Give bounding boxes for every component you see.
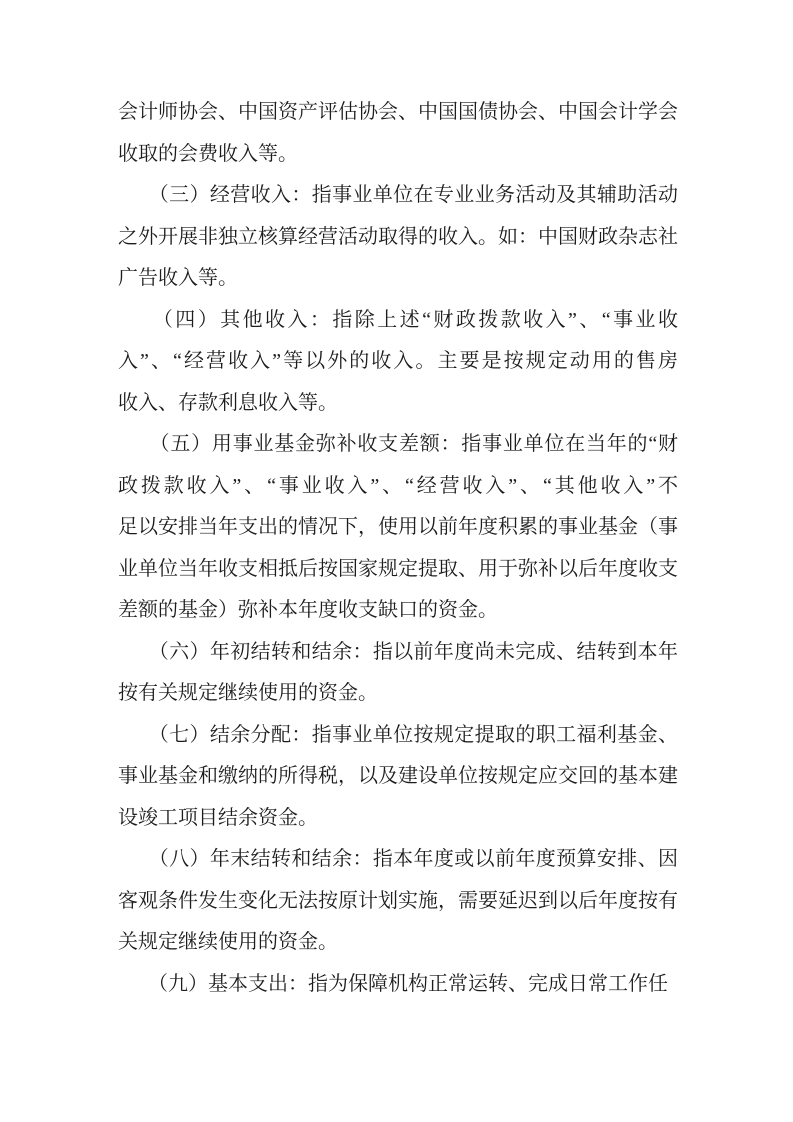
text-line: 设竣工项目结余资金。: [118, 806, 318, 829]
text-line: 客观条件发生变化无法按原计划实施，需要延迟到以后年度按有: [118, 889, 678, 912]
text-line: 收取的会费收入等。: [118, 142, 298, 165]
text-line: （六）年初结转和结余：指以前年度尚未完成、结转到本年: [118, 640, 678, 663]
text-line: 按有关规定继续使用的资金。: [118, 682, 378, 704]
document-body: [118, 92, 678, 1005]
text-line: （七）结余分配：指事业单位按规定提取的职工福利基金、: [118, 723, 678, 746]
text-line: 差额的基金）弥补本年度收支缺口的资金。: [118, 599, 498, 621]
text-line: 之外开展非独立核算经营活动取得的收入。如：中国财政杂志社: [118, 225, 678, 248]
text-line: 入”、“经营收入”等以外的收入。主要是按规定动用的售房: [118, 350, 678, 372]
text-line: （三）经营收入：指事业单位在专业业务活动及其辅助活动: [118, 184, 678, 206]
text-line: （九）基本支出：指为保障机构正常运转、完成日常工作任: [118, 972, 668, 995]
text-line: 会计师协会、中国资产评估协会、中国国债协会、中国会计学会: [118, 101, 678, 123]
text-line: 关规定继续使用的资金。: [118, 931, 338, 953]
text-line: 事业基金和缴纳的所得税，以及建设单位按规定应交回的基本建: [118, 765, 678, 787]
text-line: （八）年末结转和结余：指本年度或以前年度预算安排、因: [118, 848, 678, 870]
text-line: 政拨款收入”、“事业收入”、“经营收入”、“其他收入”不: [118, 474, 678, 497]
text-line: 广告收入等。: [118, 267, 238, 289]
text-line: 收入、存款利息收入等。: [118, 391, 338, 414]
text-line: 足以安排当年支出的情况下，使用以前年度积累的事业基金（事: [118, 516, 678, 538]
text-line: （四）其他收入：指除上述“财政拨款收入”、“事业收: [118, 308, 678, 331]
text-line: 业单位当年收支相抵后按国家规定提取、用于弥补以后年度收支: [118, 557, 678, 580]
text-line: （五）用事业基金弥补收支差额：指事业单位在当年的“财: [118, 433, 678, 455]
